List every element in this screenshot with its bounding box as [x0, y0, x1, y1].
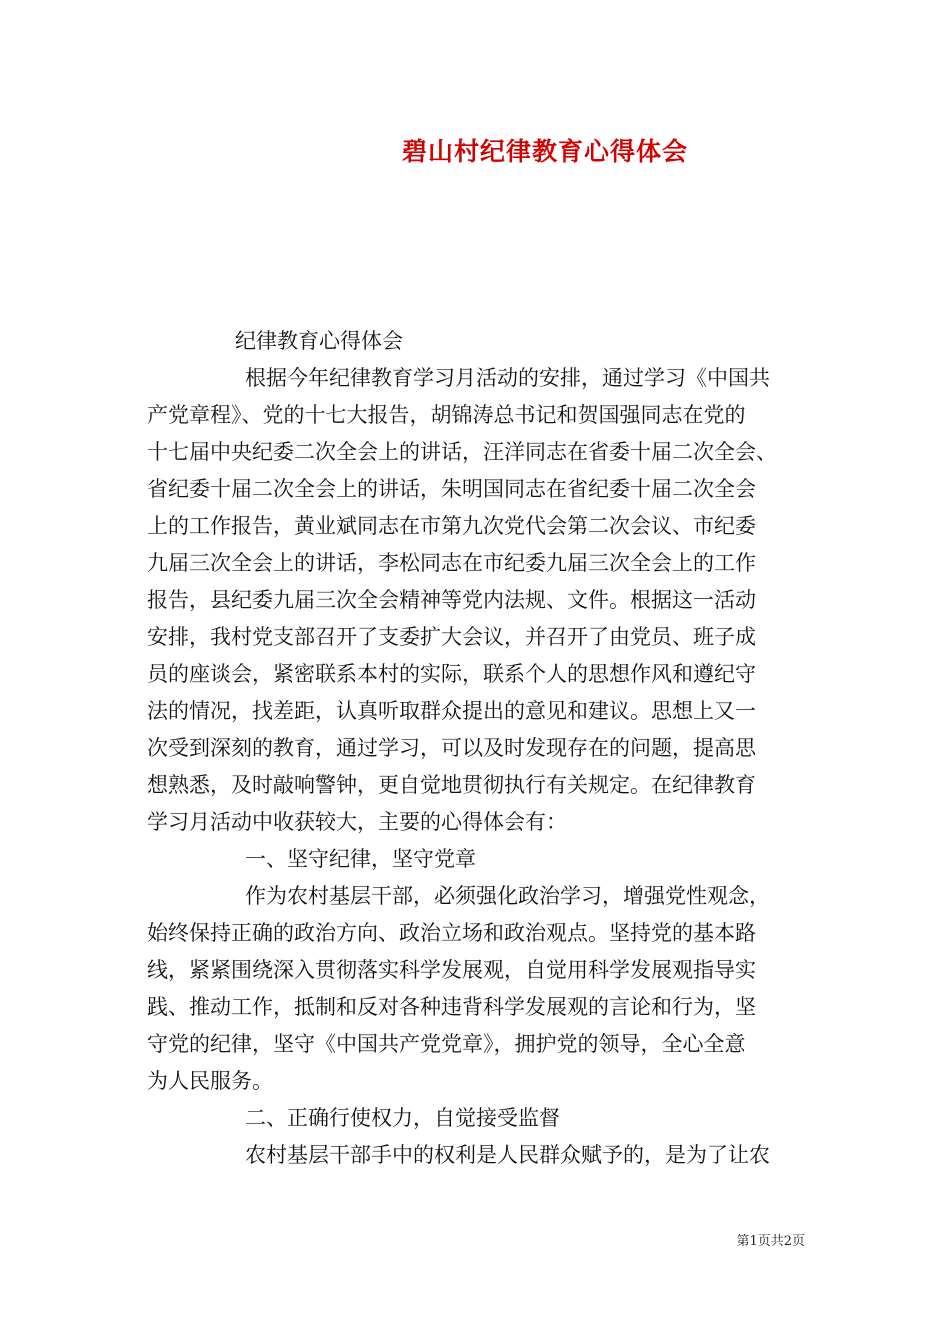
paragraph-line: 九届三次全会上的讲话，李松同志在市纪委九届三次全会上的工作	[147, 551, 756, 575]
paragraph-line: 安排，我村党支部召开了支委扩大会议，并召开了由党员、班子成	[147, 625, 756, 649]
paragraph-line: 次受到深刻的教育，通过学习，可以及时发现存在的问题，提高思	[147, 736, 756, 760]
paragraph-line: 线，紧紧围绕深入贯彻落实科学发展观，自觉用科学发展观指导实	[147, 958, 756, 982]
paragraph-line: 十七届中央纪委二次全会上的讲话，汪洋同志在省委十届二次全会、	[147, 440, 777, 464]
paragraph-line: 守党的纪律，坚守《中国共产党党章》，拥护党的领导，全心全意	[147, 1032, 746, 1056]
paragraph-line: 作为农村基层干部，必须强化政治学习，增强党性观念，	[245, 884, 770, 908]
paragraph-line: 始终保持正确的政治方向、政治立场和政治观点。坚持党的基本路	[147, 921, 756, 945]
section-heading: 二、正确行使权力，自觉接受监督	[245, 1106, 560, 1130]
paragraph-line: 产党章程》、党的十七大报告，胡锦涛总书记和贺国强同志在党的	[147, 403, 746, 427]
paragraph-line: 根据今年纪律教育学习月活动的安排，通过学习《中国共	[245, 366, 770, 390]
paragraph-line: 践、推动工作，抵制和反对各种违背科学发展观的言论和行为，坚	[147, 995, 756, 1019]
paragraph-line: 学习月活动中收获较大，主要的心得体会有：	[147, 810, 567, 834]
paragraph-line: 为人民服务。	[147, 1069, 273, 1093]
page-indicator: 第1页共2页	[736, 1234, 805, 1249]
paragraph-line: 法的情况，找差距，认真听取群众提出的意见和建议。思想上又一	[147, 699, 756, 723]
paragraph-line: 报告，县纪委九届三次全会精神等党内法规、文件。根据这一活动	[147, 588, 756, 612]
paragraph-line: 想熟悉，及时敲响警钟，更自觉地贯彻执行有关规定。在纪律教育	[147, 773, 756, 797]
section-heading: 纪律教育心得体会	[235, 329, 403, 353]
paragraph-line: 省纪委十届二次全会上的讲话，朱明国同志在省纪委十届二次全会	[147, 477, 756, 501]
paragraph-line: 员的座谈会，紧密联系本村的实际，联系个人的思想作风和遵纪守	[147, 662, 756, 686]
section-heading: 一、坚守纪律，坚守党章	[245, 847, 476, 871]
paragraph-line: 农村基层干部手中的权利是人民群众赋予的，是为了让农	[245, 1143, 770, 1167]
paragraph-line: 上的工作报告，黄业斌同志在市第九次党代会第二次会议、市纪委	[147, 514, 756, 538]
document-title: 碧山村纪律教育心得体会	[401, 137, 688, 166]
document-body	[147, 323, 807, 1174]
